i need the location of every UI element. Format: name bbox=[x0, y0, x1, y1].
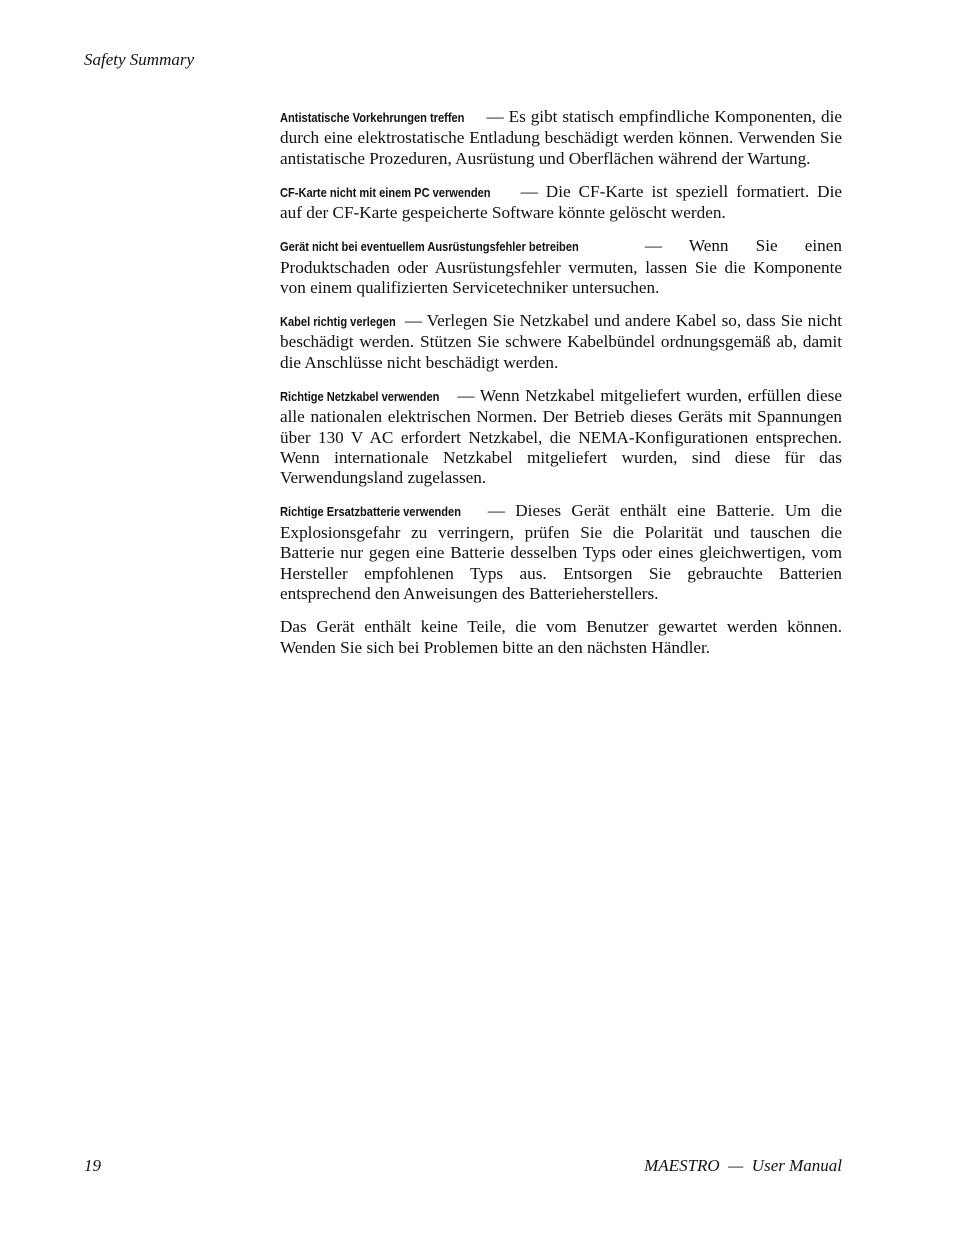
section-cf-card bbox=[280, 182, 842, 224]
section-term: Gerät nicht bei eventuellem Ausrüstungsfehler betreiben bbox=[280, 239, 579, 255]
section-term: CF-Karte nicht mit einem PC verwenden bbox=[280, 184, 491, 200]
section-term: Richtige Netzkabel verwenden bbox=[280, 388, 440, 404]
safety-content bbox=[280, 107, 842, 671]
section-antistatic bbox=[280, 107, 842, 169]
closing-paragraph: Das Gerät enthält keine Teile, die vom Benutzer gewartet werden können. Wenden Sie sich bei Problemen bitte an den nächsten Händler. bbox=[280, 617, 842, 657]
section-text: — Verlegen Sie Netzkabel und andere Kabel so, dass Sie nicht beschädigt werden. Stützen Sie schwere Kabelbündel ordnungsgemäß ab, damit die Anschlüsse nicht beschädigt werden. bbox=[280, 311, 842, 372]
section-term: Richtige Ersatzbatterie verwenden bbox=[280, 504, 461, 520]
page-number: 19 bbox=[84, 1156, 101, 1175]
section-text: — Die CF-Karte ist speziell formatiert. Die auf der CF-Karte gespeicherte Software könnte gelöscht werden. bbox=[280, 181, 842, 223]
section-term: Antistatische Vorkehrungen treffen bbox=[280, 110, 465, 125]
section-text: — Dieses Gerät enthält eine Batterie. Um die Explosionsgefahr zu verringern, prüfen Sie die Polarität und tauschen die Batterie nur gegen eine Batterie desselben Typs oder eines gleichwertigen, vom Hersteller empfohlenen Typs aus. Entsorgen Sie gebrauchte Batterien entsprechend den Anweisungen des Batterieherstellers. bbox=[280, 501, 842, 604]
section-term: Kabel richtig verlegen bbox=[280, 314, 396, 330]
section-equipment-fault bbox=[280, 236, 842, 298]
section-text: — Wenn Netzkabel mitgeliefert wurden, erfüllen diese alle nationalen elektrischen Normen. Der Betrieb dieses Geräts mit Spannungen über 130 V AC erfordert Netzkabel, die NEMA-Konfigurationen entsprechen. Wenn internationale Netzkabel mitgeliefert wurden, sind diese für das Verwendungsland zugelassen. bbox=[280, 385, 842, 488]
section-text: — Wenn Sie einen Produktschaden oder Ausrüstungsfehler vermuten, lassen Sie die Komponente von einem qualifizierten Servicetechniker untersuchen. bbox=[280, 236, 842, 298]
running-head: Safety Summary bbox=[84, 50, 195, 69]
section-power-cords bbox=[280, 386, 842, 489]
section-battery bbox=[280, 501, 842, 604]
section-text: — Es gibt statisch empfindliche Komponenten, die durch eine elektrostatische Entladung beschädigt werden können. Verwenden Sie antistatische Prozeduren, Ausrüstung und Oberflächen während der Wartung. bbox=[280, 107, 842, 168]
manual-title: MAESTRO — User Manual bbox=[644, 1156, 842, 1175]
section-cable-routing bbox=[280, 311, 842, 373]
